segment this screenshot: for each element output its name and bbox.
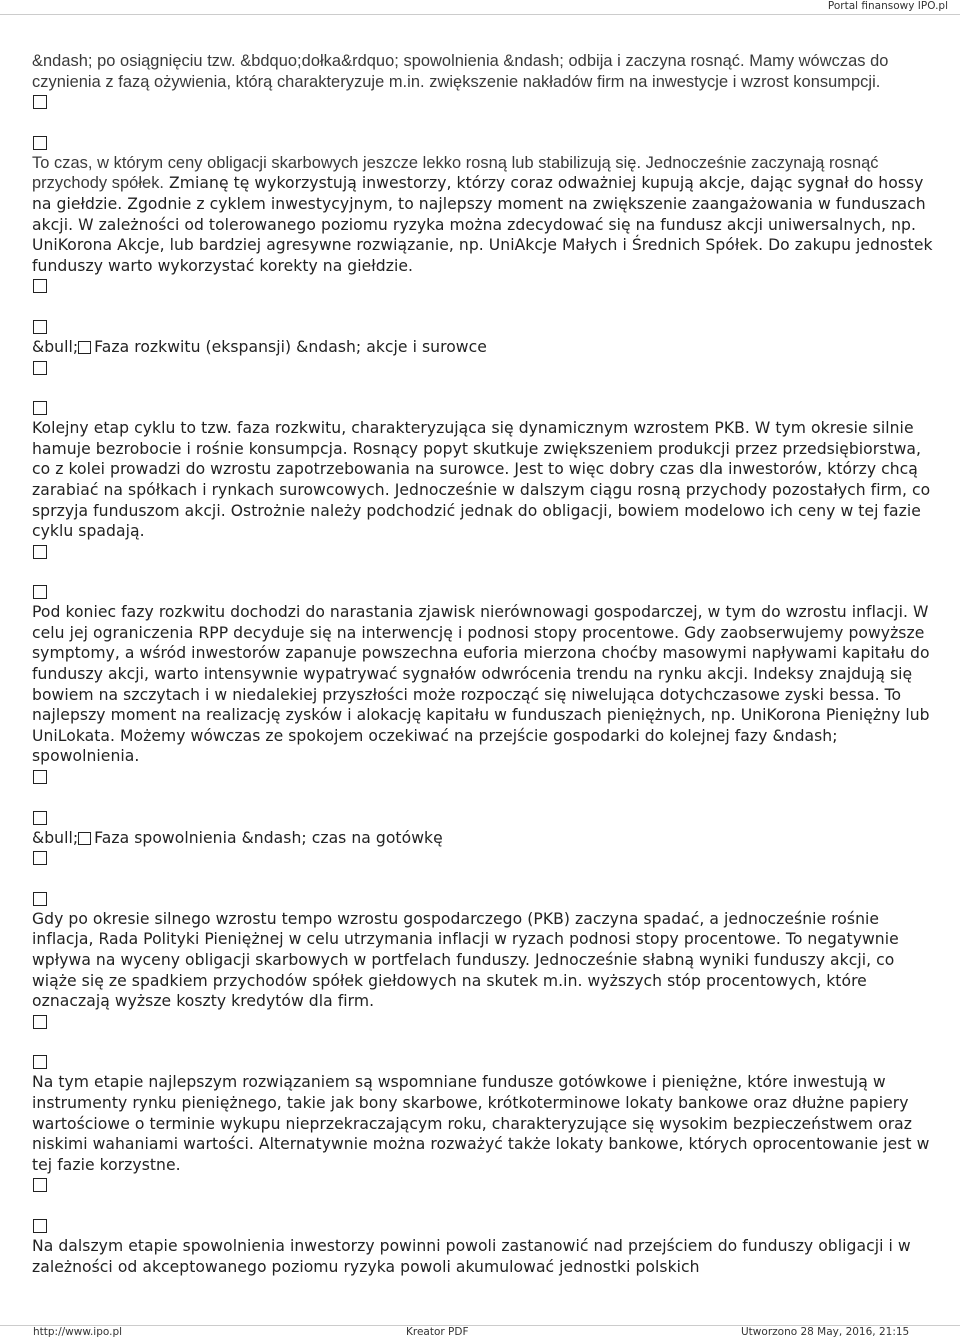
paragraph: Pod koniec fazy rozkwitu dochodzi do narastania zjawisk nierównowagi gospodarczej, w tym do wzrostu inflacji. W celu jej ograniczenia RPP decyduje się na interwencję i podnosi stopy procentowe. Gdy zaobserwujemy powyższe symptomy, a wśród inwestorów zapanuje powszechna euforia mierzona choćby masowymi napływami kapitału do funduszy akcji, warto intensywnie wypatrywać sygnałów odwrócenia trendu na rynku akcji. Indeksy znajdują się bowiem na szczytach i w niedalekiej przyszłości może rozpocząć się niwelująca dotychczasowe zyski bessa. To najlepszy moment na realizację zysków i alokację kapitału w funduszach pieniężnych, np. UniKorona Pieniężny lub UniLokata. Możemy wówczas ze spokojem oczekiwać na przejście gospodarki do kolejnej fazy &ndash; spowolnienia. xyxy=(32,603,930,766)
missing-glyph-icon xyxy=(78,341,91,354)
paragraph: &ndash; po osiągnięciu tzw. &bdquo;dołka&rdquo; spowolnienia &ndash; odbija i zaczyna rosnąć. Mamy wówczas do czynienia z fazą ożywienia, którą charakteryzuje m.in. zwiększenie nakładów firm na inwestycje i wzrost konsumpcji. xyxy=(32,52,889,91)
missing-glyph-icon xyxy=(33,585,47,599)
bullet-entity: &bull; xyxy=(32,828,79,847)
missing-glyph-icon xyxy=(33,1178,47,1192)
heading-text: Faza rozkwitu (ekspansji) &ndash; akcje i surowce xyxy=(94,337,487,356)
portal-name: Portal finansowy IPO.pl xyxy=(827,0,948,12)
section-heading xyxy=(32,828,937,849)
paragraph: Gdy po okresie silnego wzrostu tempo wzrostu gospodarczego (PKB) zaczyna spadać, a jednocześnie rośnie inflacja, Rada Polityki Pieniężnej w celu utrzymania inflacji w ryzach podnosi stopy procentowe. To negatywnie wpływa na wyceny obligacji skarbowych w portfelach funduszy. Jednocześnie słabną wyniki funduszy akcji, co wiąże się ze spadkiem przychodów spółek giełdowych na skutek m.in. wyższych stóp procentowych, które oznaczają wyższe koszty kredytów dla firm. xyxy=(32,909,899,1011)
missing-glyph-icon xyxy=(78,832,91,845)
paragraph-rest: Zmianę tę wykorzystują inwestorzy, którzy coraz odważniej kupują akcje, dając sygnał do hossy na giełdzie. Zgodnie z cyklem inwestycyjnym, to najlepszy moment na zwiększenie zaangażowania w funduszach akcji. W zależności od tolerowanego poziomu ryzyka można zdecydować się na fundusz akcji uniwersalnych, np. UniKorona Akcje, lub bardziej agresywne rozwiązanie, np. UniAkcje Małych i Średnich Spółek. Do zakupu jednostek funduszy warto wykorzystać korekty na giełdzie. xyxy=(32,174,933,275)
missing-glyph-icon xyxy=(33,320,47,334)
section-heading xyxy=(32,337,937,358)
page-footer xyxy=(0,1325,960,1339)
footer-created: Utworzono 28 May, 2016, 21:15 xyxy=(741,1326,910,1338)
missing-glyph-icon xyxy=(33,361,47,375)
paragraph: Kolejny etap cyklu to tzw. faza rozkwitu, charakteryzująca się dynamicznym wzrostem PKB. W tym okresie silnie hamuje bezrobocie i rośnie konsumpcja. Rosnący popyt skutkuje zwiększeniem produkcji przez przedsiębiorstwa, co z kolei prowadzi do wzrostu zapotrzebowania na surowce. Jest to więc dobry czas dla inwestorów, którzy chcą zarabiać na spółkach i rynkach surowcowych. Jednocześnie w dalszym ciągu rosną przychody pozostałych firm, co sprzyja funduszom akcji. Ostrożnie należy podchodzić jednak do obligacji, bowiem modelowo ich ceny w tej fazie cyklu spadają. xyxy=(32,419,931,541)
missing-glyph-icon xyxy=(33,811,47,825)
missing-glyph-icon xyxy=(33,545,47,559)
missing-glyph-icon xyxy=(33,1219,47,1233)
paragraph xyxy=(32,153,937,277)
missing-glyph-icon xyxy=(33,401,47,415)
page-header xyxy=(0,0,960,15)
footer-url: http://www.ipo.pl xyxy=(33,1326,123,1338)
missing-glyph-icon xyxy=(33,770,47,784)
missing-glyph-icon xyxy=(33,1055,47,1069)
footer-creator: Kreator PDF xyxy=(406,1326,469,1338)
missing-glyph-icon xyxy=(33,1015,47,1029)
missing-glyph-icon xyxy=(33,892,47,906)
article-body xyxy=(32,51,937,1277)
missing-glyph-icon xyxy=(33,851,47,865)
paragraph-lead: To czas, w którym ceny obligacji skarbowych jeszcze lekko rosną lub stabilizują się. Jednocześnie zaczynają rosnąć przychody spółek. xyxy=(32,153,879,193)
missing-glyph-icon xyxy=(33,136,47,150)
missing-glyph-icon xyxy=(33,279,47,293)
paragraph: Na tym etapie najlepszym rozwiązaniem są wspomniane fundusze gotówkowe i pieniężne, które inwestują w instrumenty rynku pieniężnego, takie jak bony skarbowe, krótkoterminowe lokaty bankowe oraz dłużne papiery wartościowe o terminie wykupu nieprzekraczającym roku, charakteryzujące się wysokim bezpieczeństwem oraz niskimi wahaniami wartości. Alternatywnie można rozważyć także lokaty bankowe, których oprocentowanie jest w tej fazie korzystne. xyxy=(32,1073,930,1174)
heading-text: Faza spowolnienia &ndash; czas na gotówkę xyxy=(94,828,443,847)
missing-glyph-icon xyxy=(33,95,47,109)
paragraph: Na dalszym etapie spowolnienia inwestorzy powinni powoli zastanowić nad przejściem do funduszy obligacji i w zależności od akceptowanego poziomu ryzyka powoli akumulować jednostki polskich xyxy=(32,1236,911,1276)
bullet-entity: &bull; xyxy=(32,337,79,356)
